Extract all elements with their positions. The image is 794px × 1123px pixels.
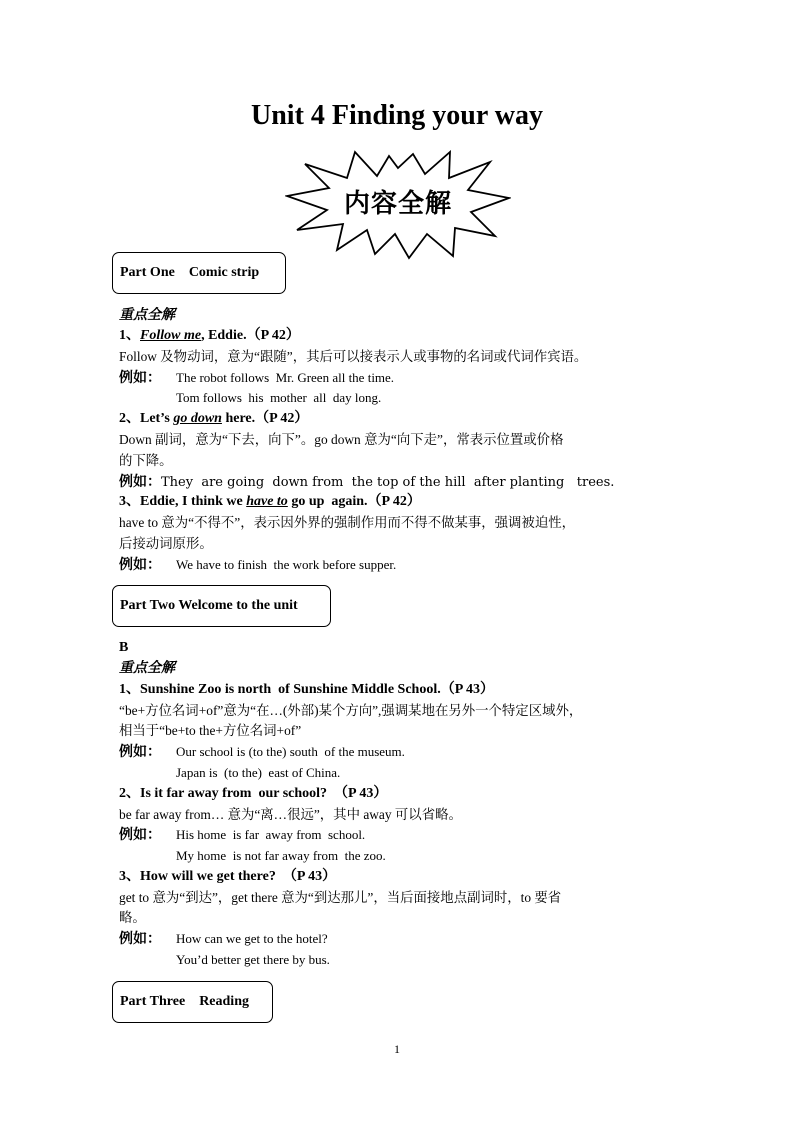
item-3-heading: 3、Eddie, I think we have to go up again.（P 42） xyxy=(119,494,421,509)
item-3-description-cont: 后接动词原形。 xyxy=(119,536,213,551)
item-2-description-cont: 的下降。 xyxy=(119,453,173,468)
example-sentence: You’d better get there by bus. xyxy=(176,952,330,967)
page-title: Unit 4 Finding your way xyxy=(251,100,543,131)
key-points-label: 重点全解 xyxy=(119,307,175,323)
example-sentence: The robot follows Mr. Green all the time. xyxy=(176,370,395,385)
part-two-heading: Part Two Welcome to the unit xyxy=(120,598,298,613)
section-label: B xyxy=(119,640,129,655)
item-1-phrase: Follow me xyxy=(140,328,202,343)
example-sentence: We have to finish the work before supper. xyxy=(176,557,397,572)
item-3-phrase: have to xyxy=(246,494,288,509)
example-sentence: Our school is (to the) south of the museum. xyxy=(176,744,405,759)
page-number: 1 xyxy=(394,1042,400,1056)
example-label: 例如： xyxy=(119,557,161,573)
example-sentence: His home is far away from school. xyxy=(176,827,366,842)
part-three-heading-box xyxy=(112,981,273,1023)
item-1-description: Follow 及物动词，意为“跟随”，其后可以接表示人或事物的名词或代词作宾语。 xyxy=(119,349,588,364)
item-2-phrase: go down xyxy=(173,411,222,426)
item-2-description: be far away from… 意为“离…很远”，其中 away 可以省略。 xyxy=(119,807,462,822)
example-line: 例如：They are going down from the top of the hill after planting trees. xyxy=(119,474,615,490)
example-label: 例如： xyxy=(119,931,161,947)
example-label: 例如： xyxy=(119,827,161,843)
item-2-heading: 2、Let’s go down here.（P 42） xyxy=(119,411,309,426)
example-sentence: How can we get to the hotel? xyxy=(176,931,328,946)
example-sentence: My home is not far away from the zoo. xyxy=(176,848,386,863)
item-3-description-cont: 略。 xyxy=(119,910,146,925)
example-label: 例如： xyxy=(119,370,161,386)
item-2-description: Down 副词，意为“下去，向下”。go down 意为“向下走”，常表示位置或价格 xyxy=(119,432,564,447)
badge-text: 内容全解 xyxy=(343,189,452,219)
item-1-description: “be+方位名词+of”意为“在…(外部)某个方向”,强调某地在另外一个特定区域外， xyxy=(119,703,583,718)
part-one-heading-box xyxy=(112,252,286,294)
example-sentence: Japan is (to the) east of China. xyxy=(176,765,341,780)
item-2-heading: 2、Is it far away from our school? （P 43） xyxy=(119,786,388,801)
part-one-heading: Part One Comic strip xyxy=(120,265,260,280)
part-three-heading: Part Three Reading xyxy=(120,994,249,1009)
example-sentence: Tom follows his mother all day long. xyxy=(176,390,382,405)
item-3-description: have to 意为“不得不”，表示因外界的强制作用而不得不做某事，强调被迫性， xyxy=(119,515,575,530)
key-points-label: 重点全解 xyxy=(119,660,175,676)
item-3-heading: 3、How will we get there? （P 43） xyxy=(119,869,337,884)
item-1-heading: 1、Sunshine Zoo is north of Sunshine Middle School.（P 43） xyxy=(119,682,494,697)
badge-burst xyxy=(285,150,511,260)
item-1-heading: 1、Follow me, Eddie.（P 42） xyxy=(119,328,300,343)
example-label: 例如： xyxy=(119,744,161,760)
item-1-description-cont: 相当于“be+to the+方位名词+of” xyxy=(119,723,302,738)
item-3-description: get to 意为“到达”，get there 意为“到达那儿”，当后面接地点副词时，to 要省 xyxy=(119,890,562,905)
part-two-heading-box xyxy=(112,585,331,627)
